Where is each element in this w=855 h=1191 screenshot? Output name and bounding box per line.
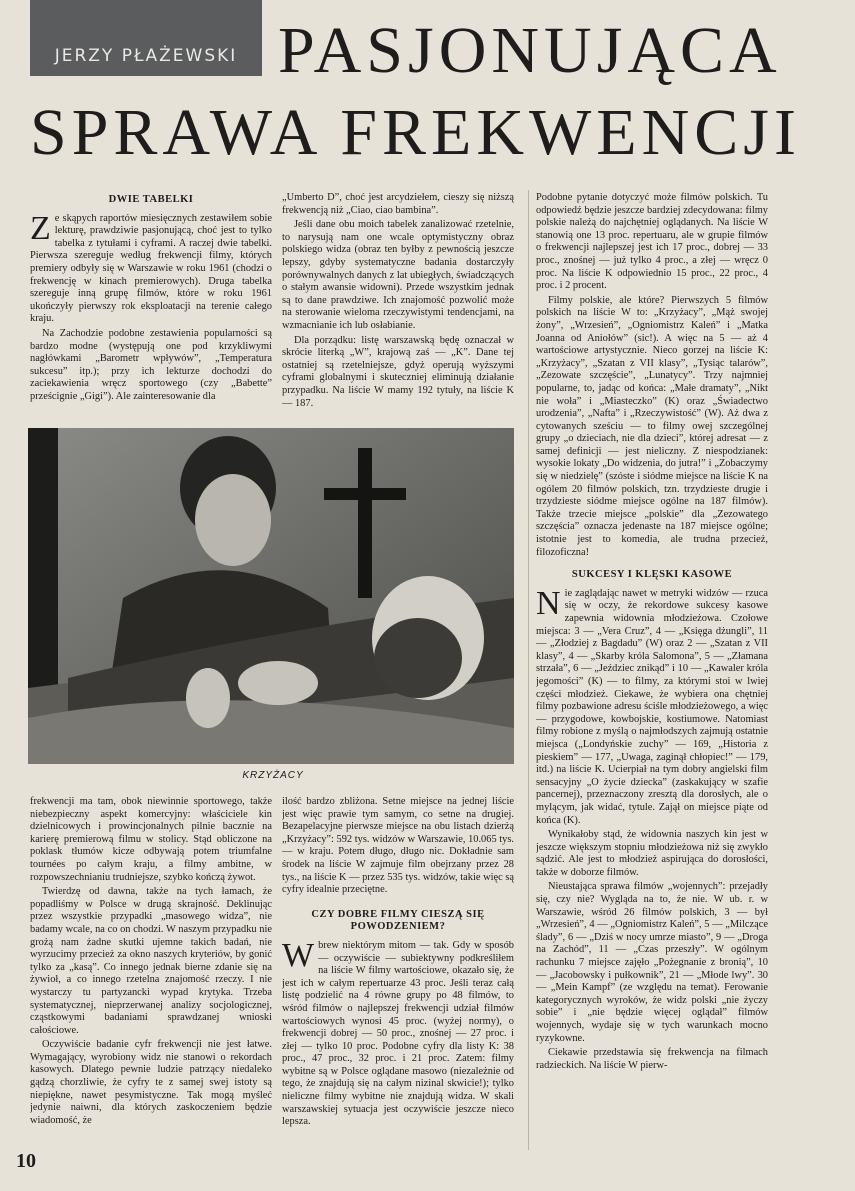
page-number: 10: [16, 1150, 36, 1172]
paragraph: Wynikałoby stąd, że widownia naszych kin jest w jeszcze większym stopniu młodzieżowa niż się zwykło sądzić. Ale jest to młodzież aspirująca do dorosłości, także w doborze filmów.: [536, 829, 768, 878]
column-1-top: [30, 192, 272, 418]
column-2-bottom: [282, 796, 514, 1142]
drop-cap: W: [282, 936, 315, 974]
paragraph: „Umberto D”, choć jest arcydziełem, cieszy się niższą frekwencją niż „Ciao, ciao bambina”.: [282, 192, 514, 216]
headline-line-2: SPRAWA FREKWENCJI: [30, 96, 801, 169]
film-still-illustration: [28, 428, 514, 764]
paragraph: Ciekawie przedstawia się frekwencja na filmach radzieckich. Na liście W pierw-: [536, 1047, 768, 1071]
paragraph: Na Zachodzie podobne zestawienia popularności są bardzo modne (występują one pod krzykliwymi nagłówkami „Barometr wpływów”, „Temperatura sukcesu” itp.); przy ich lekturze dochodzi do zaciekawienia wręcz sportowego (czy „Babette” prześcignie „Gigi”). Ale zainteresowanie dla: [30, 327, 272, 402]
photo-caption: KRZYŻACY: [242, 770, 304, 781]
column-divider: [528, 190, 529, 1150]
column-3: [536, 192, 768, 1142]
paragraph: ilość bardzo zbliżona. Setne miejsce na jednej liście jest więc prawie tym samym, co setne na drugiej. Bezapelacyjne pierwsze miejsce na obu listach dzierżą „Krzyżacy”: 592 tys. widzów w Warszawie, 10.065 tys. — w kraju. Potem długo, długo nic. Dokładnie sam środek na liście W zajmuje film obejrzany przez 28 tys., na liście K — przez 535 tys. widzów, takie więc są cyfry idealnie przeciętne.: [282, 796, 514, 896]
section-heading: SUKCESY I KLĘSKI KASOWE: [571, 569, 733, 581]
paragraph: Podobne pytanie dotyczyć może filmów polskich. Tu odpowiedź będzie jeszcze bardziej zdecydowana: filmy polskie należą do najchętniej oglądanych. Na liście W stanowią one 13 proc. repertuaru, ale w grupie filmów o frekwencji najlepszej jest ich 17 proc., dobrej — 33 proc., znośnej — już tylko 4 proc., a złej — wręcz 0 proc. Na liście K odpowiednio 15 proc., 22 proc., 4 proc. i 2 procent.: [536, 192, 768, 292]
paragraph: Twierdzę od dawna, także na tych łamach, że popadliśmy w Polsce w drugą skrajność. Deklinując przez wszystkie przypadki „masowego widza”, nie badamy wcale, na co on chodzi. W naszym przypadku nie grożą nam żadne skutki ujemne takich badań, nie wyrzucimy przecież za okno naszych kryteriów, by gonić tylko za „kasą”. Co innego jednak bierne zdanie się na żywioł, a co innego rzetelna znajomość rzeczy. I nie wystarczy tu partyzancki wypad krytyka. Trzeba systematycznej, nieprzerwanej analizy socjologicznej, cząstkowymi badaniami sprawdzanej wnioski całościowe.: [30, 886, 272, 1036]
section-heading: CZY DOBRE FILMY CIESZĄ SIĘ POWODZENIEM?: [311, 908, 485, 933]
paragraph: Filmy polskie, ale które? Pierwszych 5 filmów polskich na liście W to: „Krzyżacy”, „Mąż swojej żony”, „Wrzesień”, „Ogniomistrz Kaleń” i „Matka Joanna od Aniołów” (sic!). A więc na 5 — aż 4 wartościowe artystycznie. Nieco gorzej na liście K: „Krzyżacy”, „Szatan z VII klasy”, „Tysiąc talarów”, „Zezowate szczęście”, „Lunatycy”. Trzy najmniej popularne, to, jadąc od końca: „Małe dramaty”, „Nikt nie woła” i „Miasteczko” (K) oraz „Świadectwo urodzenia”, „Nafta” i „Rzeczywistość” (W). Aż dwa z cytowanych sześciu — to filmy owej szczególnej grupy „o dzieciach, nie dla dzieci”, której adresat — z samej definicji — jest nieliczny. Z niespodzianek: wysokie lokaty „Do widzenia, do jutra!” i „Zobaczymy się w niedzielę” (szóste i siódme miejsce na liście K na ogólem 20 filmów polskich, tzn. trzydzieste drugie i trzydzieste siódme miejsce ogólne na 187 filmów). Także trzecie miejsce „polskie” dla „Zezowatego szczęścia” oznacza jedenaste na 187 miejsce ogólne; istotnie jest to komedia, ale trudna przecież, filozoficzna!: [536, 294, 768, 558]
paragraph: Oczywiście badanie cyfr frekwencji nie jest łatwe. Wymagający, wyrobiony widz nie stanowi o rekordach kasowych. Dlatego pewnie ludzie patrzący niedaleko gądzą chorzliwie, że cyfry te z samej swej istoty są niepiękne, nawet pesymistyczne. Tak mogą myśleć jedynie naiwni, dla których zaskoczeniem będzie wiadomość, że: [30, 1039, 272, 1126]
paragraph: Nieustająca sprawa filmów „wojennych”: przejadły się, czy nie? Wygląda na to, że nie. W ub. r. w Warszawie, wśród 26 filmów polskich, 3 — był „Wrzesień”, 4 — „Ogniomistrz Kaleń”, 5 — „Milczące ślady”, 6 — „Dziś w nocy umrze miasto”, 9 — „Droga na Zachód”, 11 — „Czas przeszły”. W ogólnym rachunku 7 miejsce zajęło „Pożegnanie z bronią”, 10 — „Jacobowsky i pułkownik”, 21 — „Młode lwy”. 30 — „Mein Kampf” (ze względu na temat). Ferowanie kategorycznych wyroków, że widz polski „nie życzy sobie” i „nie będzie więcej oglądał” filmów wojennych, wydaje się w tych warunkach mocno ryzykowne.: [536, 881, 768, 1044]
author-block: [30, 0, 262, 76]
author-name: JERZY PŁAŻEWSKI: [54, 46, 238, 66]
paragraph: Jeśli dane obu moich tabelek zanalizować rzetelnie, to narysują nam one wcale optymistyczny obraz polskiego widza (obraz ten byłby z pewnością jeszcze lepszy, gdyby systematyczne badania dostarczyły porównywalnych danych z lat ubiegłych, świadczących o stałym awansie widowni). Przede wszystkim jednak są to dane prawdziwe. Ich znajomość pozwolić może na sterowanie wieloma rzeczywistymi tendencjami, na wzmacnianie ich lub osłabianie.: [282, 219, 514, 331]
section-heading: DWIE TABELKI: [108, 194, 194, 205]
paragraph: Nie zaglądając nawet w metryki widzów — rzuca się w oczy, że rekordowe sukcesy kasowe zapewnia widownia młodzieżowa. Czołowe miejsca: 3 — „Vera Cruz”, 4 — „Księga dżungli”, 11 — „Złodziej z Bagdadu” (W) oraz 2 — „Szatan z VII klasy”, 4 — „Skarby króla Salomona”, 5 — „Złamana strzała”, 6 — „Jeździec znikąd” i 10 — „Kawaler króla jegomości” (K) — to filmy, za którymi stoi w lwiej części młodzież. Ciekawe, że wybiera ona chętniej filmy pozbawione adresu ściśle młodzieżowego, a więc — przygodowe, kowbojskie, kostiumowe. Natomiast filmy robione z myślą o najmłodszych zajmują ostatnie miejsca („Londyńskie zuchy” — 169, „Historia z pieskiem” — 177, „Uwaga, zaginął chłopiec!” — 179, itd.) na liście K. Ucierpiał na tym dobry angielski film sensacyjny „O życie dziecka” (zaskakujący w szafie pancernej), przeznaczony zresztą dla dorosłych, ale o mylącym, jak widać, tytule. Zajął on miejsce piąte od końca (K).: [536, 584, 768, 826]
headline-line-1: PASJONUJĄCA: [278, 14, 782, 87]
paragraph: Ze skąpych raportów miesięcznych zestawiłem sobie lekturę, prawdziwie pasjonującą, choć jest to tylko tabelka z tytułami i cyframi. A raczej dwie tabelki. Pierwsza szereguje według frekwencji filmy, których premiery odbyły się w Warszawie w roku 1961 (chodzi o frekwencję w kinach premierowych). Druga tabelka szereguje inną grupę filmów, które w roku 1961 ukończyły pierwszy rok eksploatacji na terenie całego kraju.: [30, 209, 272, 325]
column-2-top: [282, 192, 514, 418]
film-still-photo: [28, 428, 514, 764]
paragraph: frekwencji ma tam, obok niewinnie sportowego, także niebezpieczny aspekt komercyjny: właściciele kin dzielnicowych i prowincjonalnych pilnie bacznie na karierę premierową filmu w stolicy. Stąd obliczone na poklask tłumów kicze odbywają potem triumfalne tournées po całym kraju, a filmy ambitne, w rozpowszechnianiu trudniejsze, szybko kończą żywot.: [30, 796, 272, 883]
column-1-bottom: [30, 796, 272, 1142]
paragraph: Dla porządku: listę warszawską będę oznaczał w skrócie literką „W”, krajową zaś — „K”. Dane tej ostatniej są rzetelniejsze, gdyż operują wyższymi cyframi globalnymi i skuteczniej eliminują działanie przypadku. Na liście W mamy 192 tytuły, na liście K — 187.: [282, 334, 514, 409]
drop-cap: N: [536, 584, 561, 622]
paragraph: Wbrew niektórym mitom — tak. Gdy w sposób — oczywiście — subiektywny podkreśliłem na liście W filmy wartościowe, okazało się, że jest ich w całym repertuarze 43 proc. Jeśli teraz całą listę podzielić na 4 równe grupy po 48 filmów, to wśród filmów o najlepszej frekwencji udział filmów wartościowych wynosi 45 proc. (wyżej normy), o frekwencji dobrej — 50 proc., znośnej — 27 proc. i złej — tylko 10 proc. Podobne cyfry dla listy K: 38 proc., 47 proc., 32 proc. i 21 proc. Zatem: filmy wybitne są w Polsce oglądane masowo (niezależnie od tego, że znajdują się na całym nizinal skwicie!); tylko nieliczne filmy wybitne nie znajdują widza. W skali warszawskiej sytuacja jest oczywiście jeszcze nieco lepsza.: [282, 936, 514, 1128]
drop-cap: Z: [30, 209, 51, 247]
